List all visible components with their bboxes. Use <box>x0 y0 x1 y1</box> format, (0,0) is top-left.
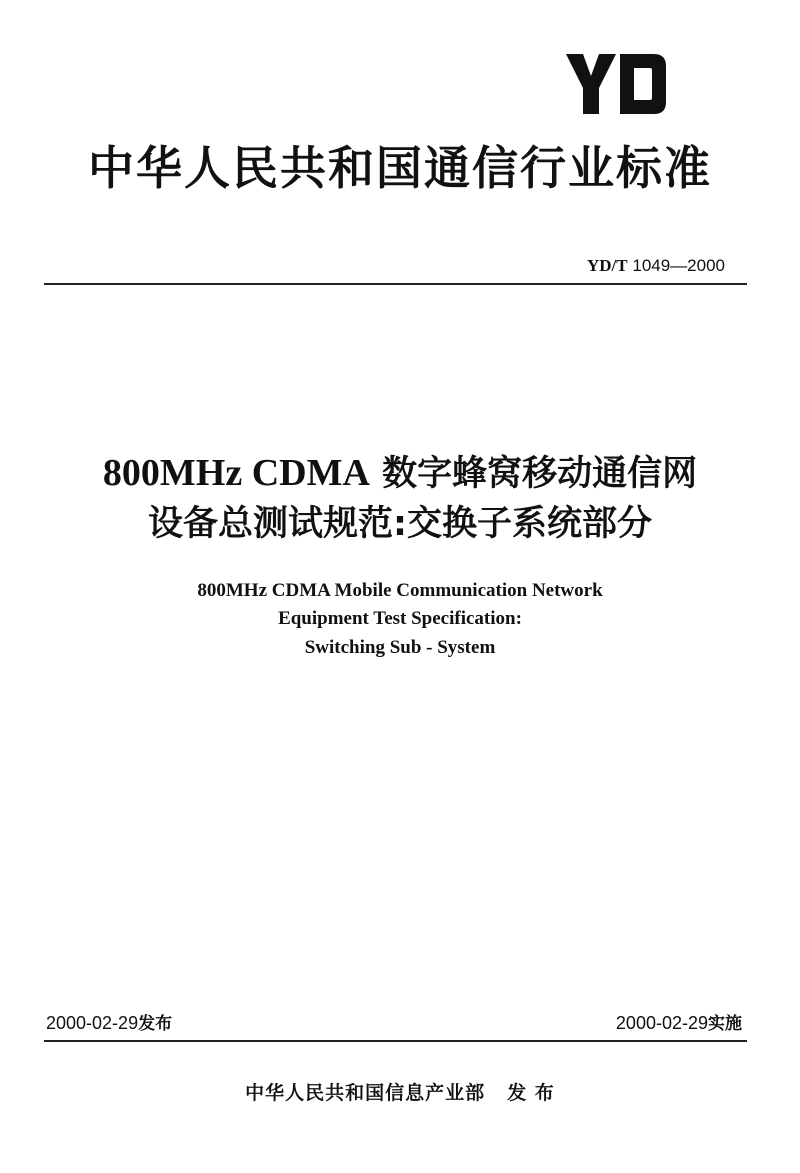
standard-category-title: 中华人民共和国通信行业标准 <box>88 141 712 195</box>
effective-date: 2000-02-29 <box>615 1013 708 1033</box>
document-title-en-line3: Switching Sub - System <box>304 637 496 658</box>
document-title-cn-line2: 设备总测试规范:交换子系统部分 <box>148 504 652 544</box>
document-title-en-line2: Equipment Test Specification: <box>278 608 522 629</box>
issue-label: 发布 <box>138 1014 173 1034</box>
standard-prefix: YD/T <box>587 256 628 275</box>
effective-label: 实施 <box>708 1014 742 1034</box>
effective-date-row <box>616 1012 742 1035</box>
issue-date-row <box>46 1012 172 1035</box>
bottom-divider <box>44 1040 747 1042</box>
publisher-line <box>0 1081 800 1105</box>
publisher-name: 中华人民共和国信息产业部 <box>245 1082 486 1104</box>
logo-letter-y <box>566 54 616 114</box>
title-network: 数字蜂窝移动通信网 <box>382 454 698 494</box>
issue-date: 2000-02-29 <box>46 1013 139 1033</box>
standard-number <box>587 256 725 276</box>
title-frequency-tech: 800MHz CDMA <box>102 452 370 494</box>
document-title-cn-line1 <box>0 452 800 495</box>
yd-logo <box>566 52 666 116</box>
document-title-en-line1: 800MHz CDMA Mobile Communication Network <box>197 580 603 601</box>
top-divider <box>44 283 747 285</box>
logo-letter-d <box>620 54 666 114</box>
publisher-action: 发 布 <box>507 1082 555 1104</box>
standard-code: 1049—2000 <box>632 256 725 275</box>
